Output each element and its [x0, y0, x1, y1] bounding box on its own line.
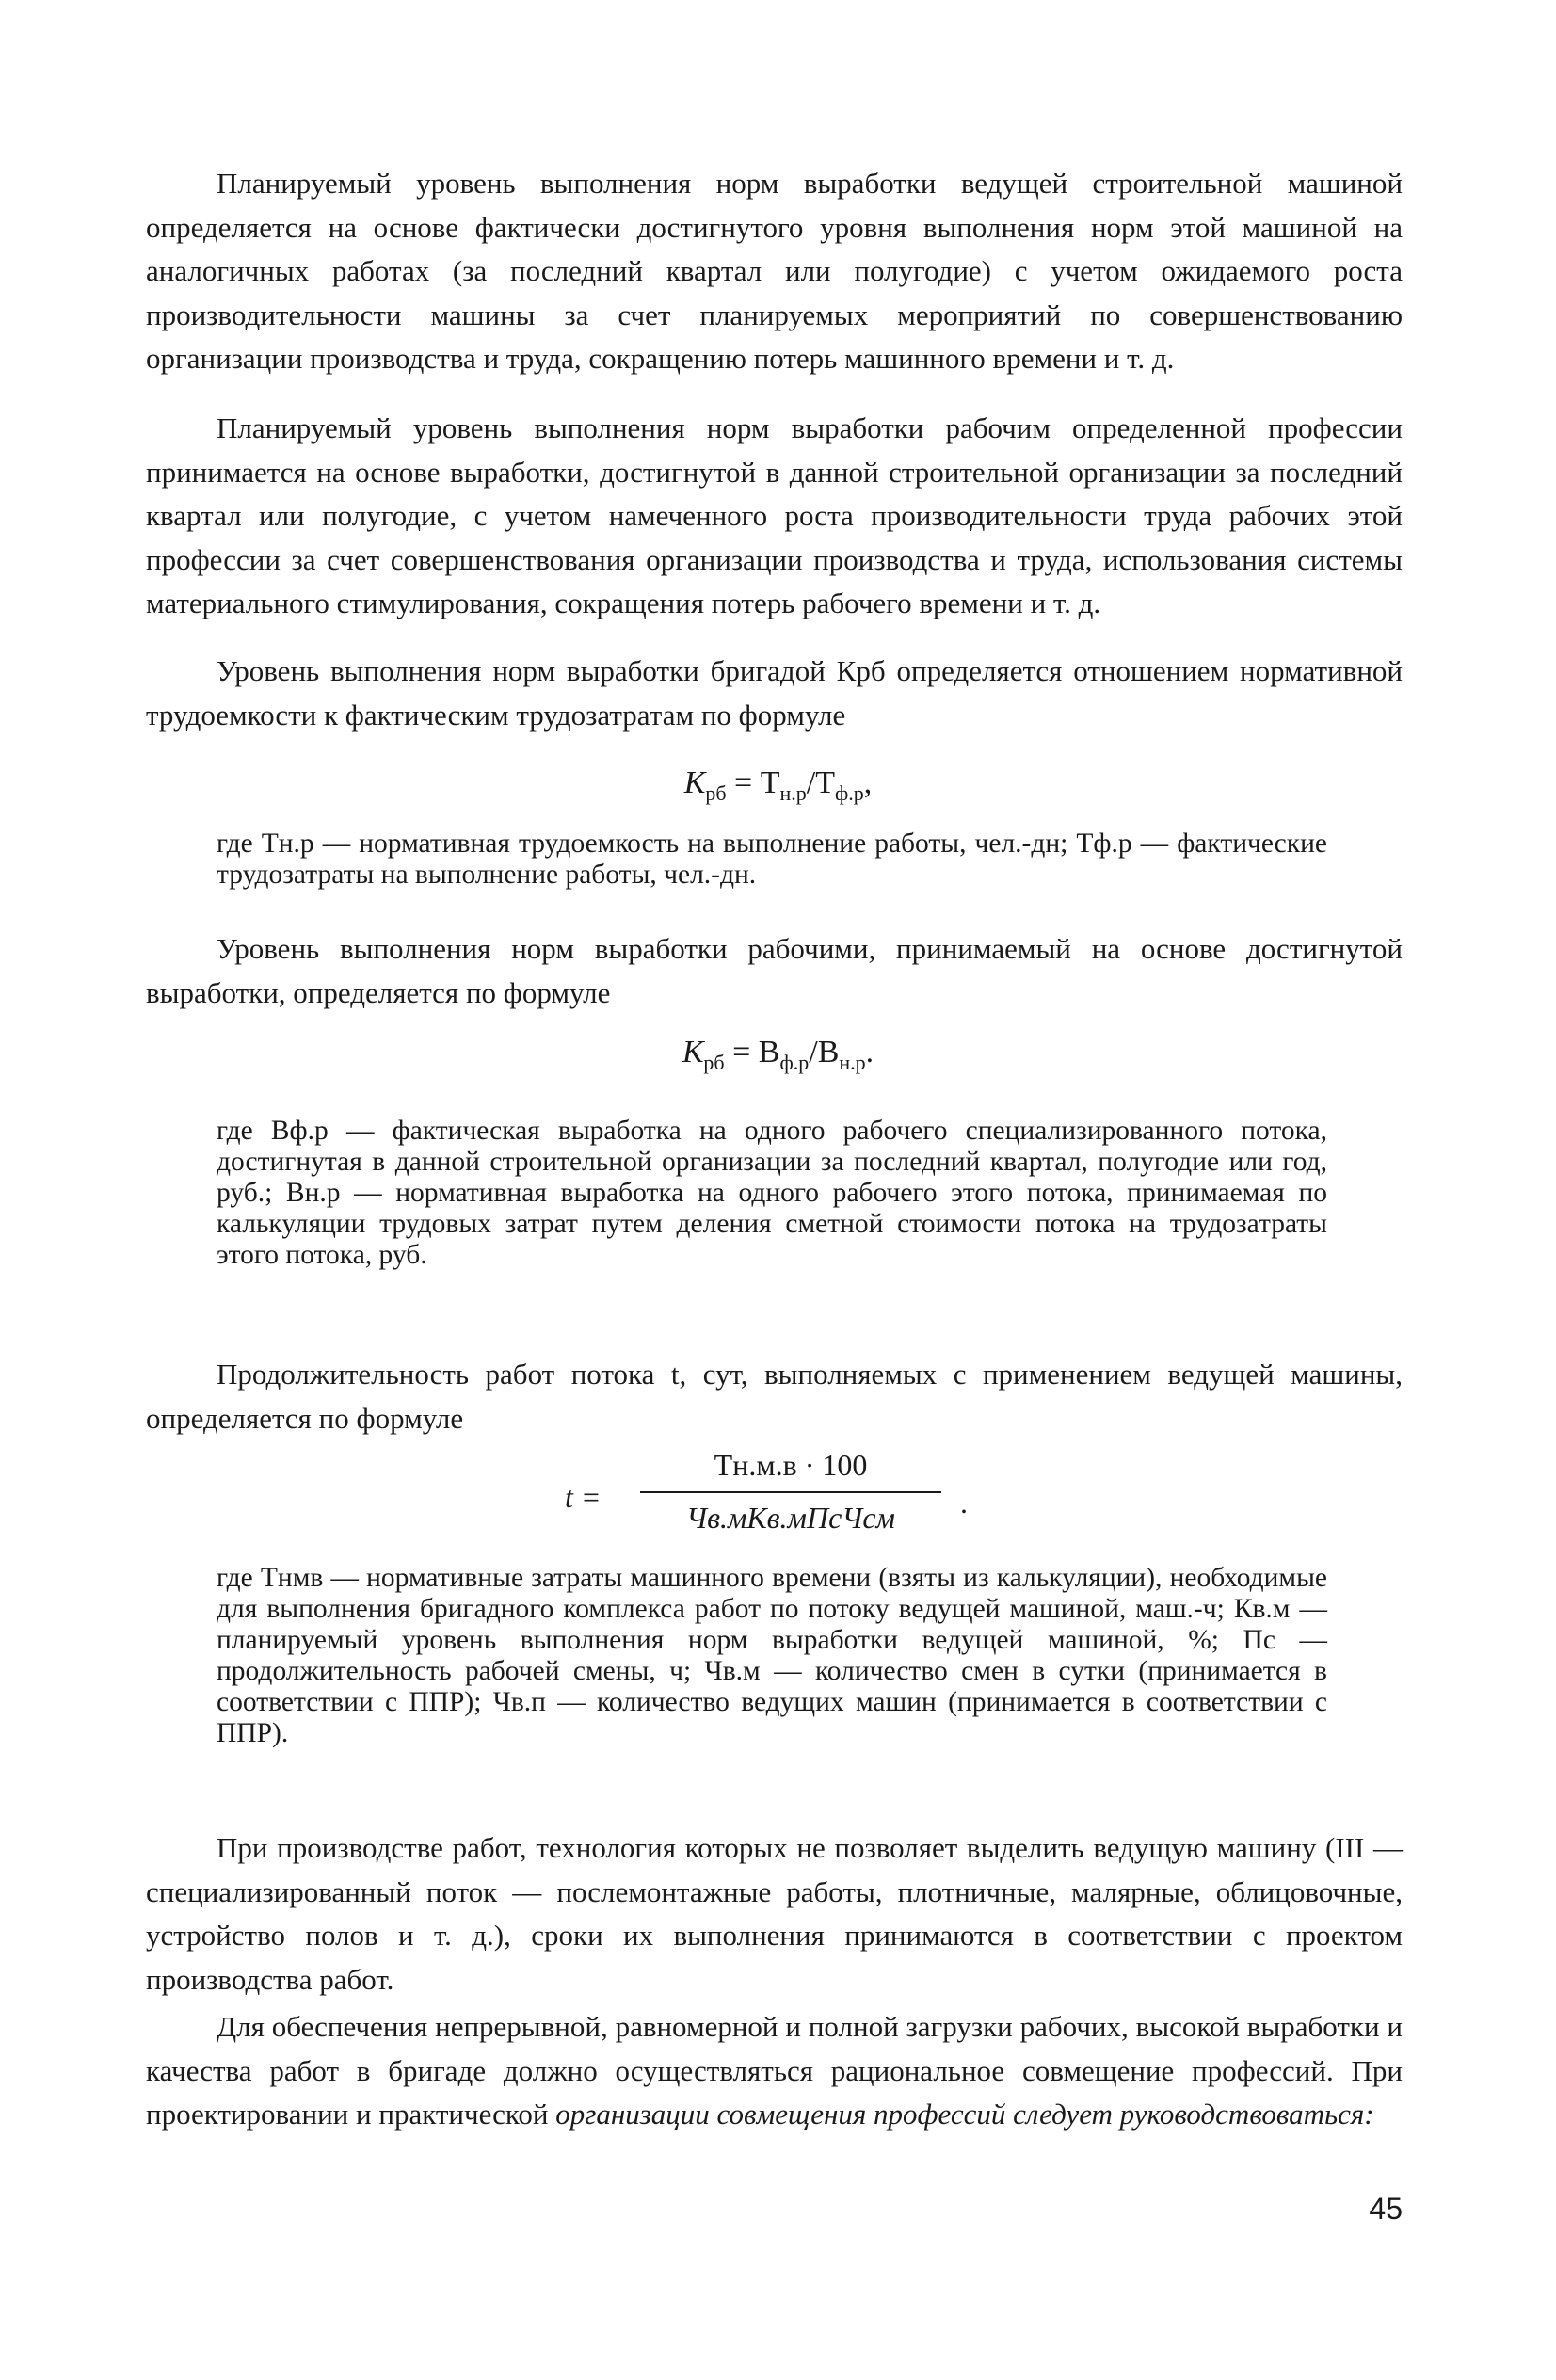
formula-rhs: = В: [724, 1035, 780, 1069]
formula-lhs: К: [683, 765, 706, 800]
formula-lhs-sub: рб: [703, 1051, 725, 1074]
formula-krb-output: [0, 1034, 1556, 1082]
formula-rhs: = Т: [726, 765, 780, 800]
paragraph-7-text: Для обеспечения непрерывной, равномерной и полной загрузки рабочих, высокой выработки и качества работ в бригаде должно осуществляться рациональное совмещение профессий. При проектировании и практической: [146, 2010, 1403, 2131]
paragraph-6: При производстве работ, технология которых не позволяет выделить ведущую машину (III — специализированный поток — послемонтажные работы, плотничные, малярные, облицовочные, устройство полов и т. д.), сроки их выполнения принимаются в соответствии с проектом производства работ.: [146, 1831, 1403, 1996]
formula-sub-2: ф.р: [834, 781, 864, 805]
formula-denominator: Чв.мКв.мПсЧсм: [686, 1501, 895, 1535]
formula-sub-1: н.р: [779, 781, 807, 805]
formula-lhs: К: [682, 1035, 704, 1069]
paragraph-2: Планируемый уровень выполнения норм выработки рабочим определенной профессии принимается на основе выработки, достигнутой в данной строительной организации за последний квартал или полугодие, с учетом намеченного роста производительности труда рабочих этой профессии за счет совершенствования организации производства и труда, использования системы материального стимулирования, сокращения потерь рабочего времени и т. д.: [146, 411, 1403, 619]
formula-end: .: [960, 1486, 968, 1520]
where-block-2: где Вф.р — фактическая выработка на одного рабочего специализированного потока, достигнутая в данной строительной организации за последний квартал, полугодие или год, руб.; Вн.р — нормативная выработка на одного рабочего этого потока, принимаемая по калькуляции трудовых затрат путем деления сметной стоимости потока на трудозатраты этого потока, руб.: [217, 1116, 1327, 1270]
paragraph-1: Планируемый уровень выполнения норм выработки ведущей строительной машиной определяется на основе фактически достигнутого уровня выполнения норм этой машиной на аналогичных работах (за последний квартал или полугодие) с учетом ожидаемого роста производительности машины за счет планируемых мероприятий по совершенствованию организации производства и труда, сокращению потерь машинного времени и т. д.: [146, 167, 1403, 375]
formula-duration: [565, 1448, 1017, 1552]
formula-lhs-sub: рб: [705, 781, 727, 805]
page-number: 45: [1369, 2192, 1403, 2226]
where-block-1: где Тн.р — нормативная трудоемкость на выполнение работы, чел.-дн; Тф.р — фактические трудозатраты на выполнение работы, чел.-дн.: [217, 828, 1327, 890]
paragraph-3: Уровень выполнения норм выработки бригадой Кpб определяется отношением нормативной трудоемкости к фактическим трудозатратам по формуле: [146, 654, 1403, 732]
formula-end: ,: [863, 765, 873, 800]
fraction-bar: [640, 1491, 941, 1493]
paragraph-5: Продолжительность работ потока t, сут, выполняемых с применением ведущей машины, определяется по формуле: [146, 1358, 1403, 1435]
formula-sub-1: ф.р: [779, 1051, 810, 1074]
formula-end: .: [865, 1035, 874, 1069]
paragraph-4: Уровень выполнения норм выработки рабочими, принимаемый на основе достигнутой выработки, определяется по формуле: [146, 932, 1403, 1009]
formula-krb-labor: [0, 764, 1556, 812]
paragraph-7: [146, 2005, 1403, 2137]
formula-lhs: t =: [565, 1480, 602, 1514]
formula-mid: /В: [809, 1035, 840, 1069]
formula-mid: /Т: [806, 765, 835, 800]
formula-numerator: Тн.м.в · 100: [714, 1448, 868, 1482]
paragraph-7-italic: организации совмещения профессий следует руководствоваться:: [555, 2098, 1374, 2131]
where-block-3: где Тнмв — нормативные затраты машинного времени (взяты из калькуляции), необходимые для выполнения бригадного комплекса работ по потоку ведущей машиной, маш.-ч; Кв.м — планируемый уровень выполнения норм выработки ведущей машиной, %; Пс — продолжительность рабочей смены, ч; Чв.м — количество смен в сутки (принимается в соответствии с ППР); Чв.п — количество ведущих машин (принимается в соответствии с ППР).: [217, 1563, 1327, 1748]
formula-sub-2: н.р: [839, 1051, 866, 1074]
